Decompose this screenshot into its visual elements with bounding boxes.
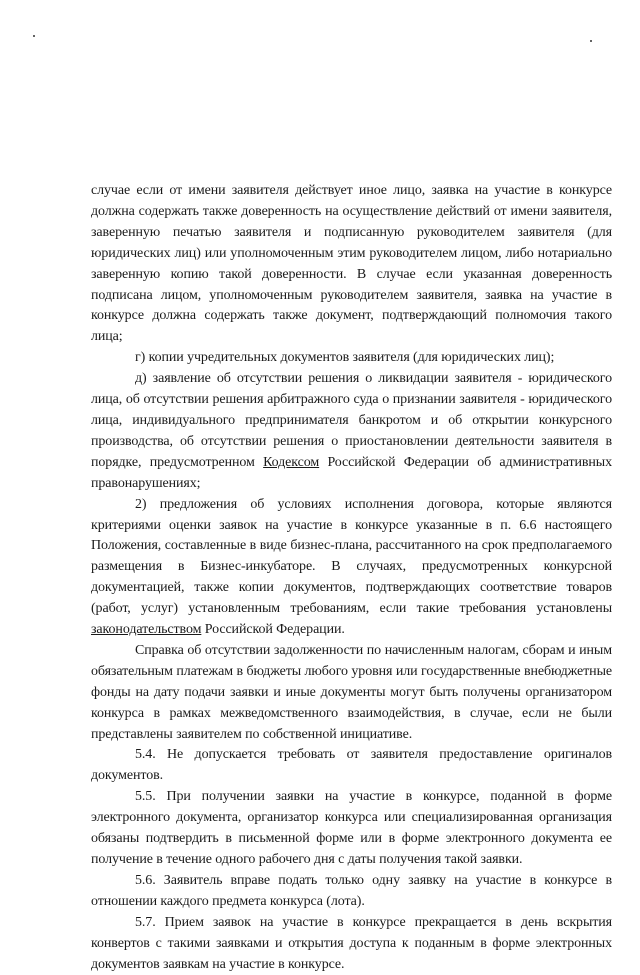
paragraph-text: 2) предложения об условиях исполнения договора, которые являются критериями оценки заявок на участие в конкурсе указанные в п. 6.6 настоящего Положения, составленные в виде бизнес-плана, рассчитанного на срок предполагаемого размещения в Бизнес-инкубаторе. В случаях, предусмотренных конкурсной документацией, также копии документов, подтверждающих соответствие товаров (работ, услуг) установленным требованиям, если такие требования установлены <box>91 496 612 617</box>
document-body <box>91 181 612 975</box>
paragraph-5-7: 5.7. Прием заявок на участие в конкурсе прекращается в день вскрытия конвертов с такими заявками и открытия доступа к поданным в форме электронных документов заявкам на участие в конкурсе. <box>91 914 612 972</box>
paragraph-tax-certificate: Справка об отсутствии задолженности по начисленным налогам, сборам и иным обязательным платежам в бюджеты любого уровня или государственные внебюджетные фонды на дату подачи заявки и иные документы могут быть получены организатором конкурса в рамках межведомственного взаимодействия, в случае, если не были представлены заявителем по собственной инициативе. <box>91 642 612 742</box>
paragraph-liquidation-statement <box>91 369 612 494</box>
paragraph-text: д) заявление об отсутствии решения о ликвидации заявителя - юридического лица, об отсутствии решения арбитражного суда о признании заявителя - юридического лица, индивидуального предпринимателя банкротом и об открытии конкурсного производства, об отсутствии решения о приостановлении деятельности заявителя в порядке, предусмотренном <box>91 371 612 470</box>
codex-link[interactable]: Кодексом <box>263 454 320 470</box>
paragraph-5-4: 5.4. Не допускается требовать от заявителя предоставление оригиналов документов. <box>91 747 612 784</box>
paragraph-text: Российской Федерации об административных правонарушениях; <box>91 454 612 491</box>
scan-speck <box>590 40 592 42</box>
paragraph-5-5: 5.5. При получении заявки на участие в конкурсе, поданной в форме электронного документа, организатор конкурса или специализированная организация обязаны подтвердить в письменной форме или в форме электронного документа ее получение в течение одного рабочего дня с даты получения такой заявки. <box>91 789 612 867</box>
paragraph-proxy-authority: случае если от имени заявителя действует иное лицо, заявка на участие в конкурсе должна содержать также доверенность на осуществление действий от имени заявителя, заверенную печатью заявителя и подписанную руководителем заявителя (для юридических лиц) или уполномоченным этим руководителем лицом, либо нотариально заверенную копию такой доверенности. В случае если указанная доверенность подписана лицом, уполномоченным руководителем заявителя, заявка на участие в конкурсе должна содержать также документ, подтверждающий полномочия такого лица; <box>91 183 612 345</box>
legislation-link[interactable]: законодательством <box>91 622 202 638</box>
scan-speck <box>33 35 35 37</box>
paragraph-text: Российской Федерации. <box>201 622 345 638</box>
paragraph-contract-proposals <box>91 495 612 641</box>
paragraph-5-6: 5.6. Заявитель вправе подать только одну заявку на участие в конкурсе в отношении каждого предмета конкурса (лота). <box>91 872 612 909</box>
paragraph-founding-documents: г) копии учредительных документов заявителя (для юридических лиц); <box>135 350 555 366</box>
